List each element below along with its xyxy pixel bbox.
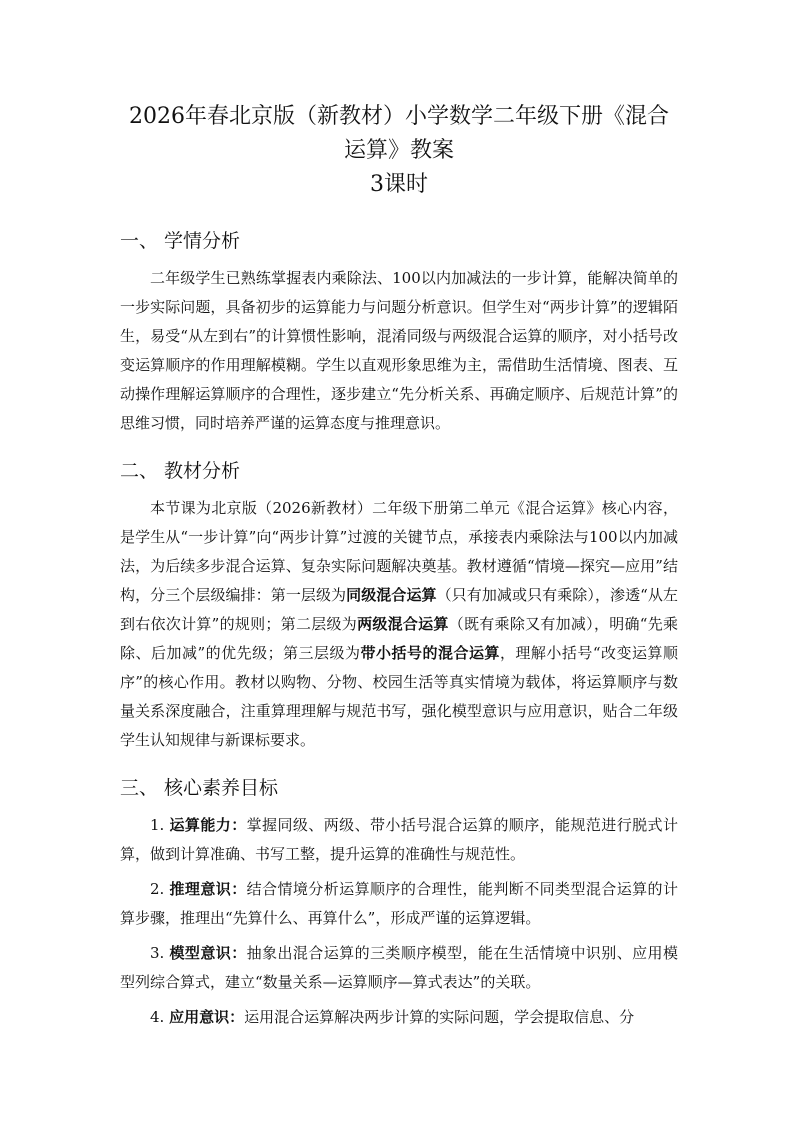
goal-number: 4. <box>150 1008 165 1026</box>
section-heading: 三、 核心素养目标 <box>120 777 279 799</box>
goal-text: 运用混合运算解决两步计算的实际问题，学会提取信息、分 <box>244 1008 635 1026</box>
section-heading: 二、 教材分析 <box>120 460 241 482</box>
goal-label: 推理意识： <box>169 880 247 898</box>
goal-item <box>120 1003 678 1032</box>
goal-label: 运算能力： <box>169 816 247 834</box>
goal-text: 掌握同级、两级、带小括号混合运算的顺序，能规范进行脱式计算，做到计算准确、书写工整，提升运算的准确性与规范性。 <box>120 816 678 863</box>
section-paragraph <box>120 494 678 755</box>
goal-label: 应用意识： <box>169 1008 245 1026</box>
section-textbook-analysis <box>120 456 678 755</box>
bold-term: 带小括号的混合运算 <box>360 644 500 662</box>
section-learner-analysis <box>120 226 678 438</box>
document-title: 2026年春北京版（新教材）小学数学二年级下册《混合运算》教案 <box>129 104 669 163</box>
text-run: （既有乘除又有加减），明确“先乘除、后加减”的优先级；第三层级为 <box>120 615 679 662</box>
section-paragraph: 二年级学生已熟练掌握表内乘除法、100以内加减法的一步计算，能解决简单的一步实际问题，具备初步的运算能力与问题分析意识。但学生对“两步计算”的逻辑陌生，易受“从左到右”的计算惯性影响，混淆同级与两级混合运算的顺序，对小括号改变运算顺序的作用理解模糊。学生以直观形象思维为主，需借助生活情境、图表、互动操作理解运算顺序的合理性，逐步建立“先分析关系、再确定顺序、后规范计算”的思维习惯，同时培养严谨的运算态度与推理意识。 <box>120 269 678 432</box>
goal-number: 3. <box>150 944 165 962</box>
goal-number: 1. <box>150 816 165 834</box>
section-heading: 一、 学情分析 <box>120 230 241 252</box>
text-run: 本节课为北京版（2026新教材）二年级下册第二单元《混合运算》核心内容，是学生从“一步计算”向“两步计算”过渡的关键节点，承接表内乘除法与100以内加减法，为后续多步混合运算、复杂实际问题解决奠基。教材遵循“情境—探究—应用”结构，分三个层级编排：第一层级为 <box>120 499 678 604</box>
text-run: （只有加减或只有乘除），渗透“从左到右依次计算”的规则；第二层级为 <box>120 586 678 633</box>
goal-text: 结合情境分析运算顺序的合理性，能判断不同类型混合运算的计算步骤，推理出“先算什么、再算什么”，形成严谨的运算逻辑。 <box>120 880 678 927</box>
text-run: ，理解小括号“改变运算顺序”的核心作用。教材以购物、分物、校园生活等真实情境为载体，将运算顺序与数量关系深度融合，注重算理理解与规范书写，强化模型意识与应用意识，贴合二年级学生认知规律与新课标要求。 <box>120 644 678 749</box>
goal-label: 模型意识： <box>169 944 247 962</box>
bold-term: 两级混合运算 <box>357 615 449 633</box>
goal-item <box>120 939 678 997</box>
goal-item <box>120 875 678 933</box>
goal-item <box>120 811 678 869</box>
section-core-goals <box>120 773 678 1032</box>
goal-text: 抽象出混合运算的三类顺序模型，能在生活情境中识别、应用模型列综合算式，建立“数量关系—运算顺序—算式表达”的关联。 <box>120 944 678 991</box>
document-page <box>120 100 678 1050</box>
goal-number: 2. <box>150 880 165 898</box>
bold-term: 同级混合运算 <box>346 586 437 604</box>
document-subtitle: 3课时 <box>370 172 428 197</box>
